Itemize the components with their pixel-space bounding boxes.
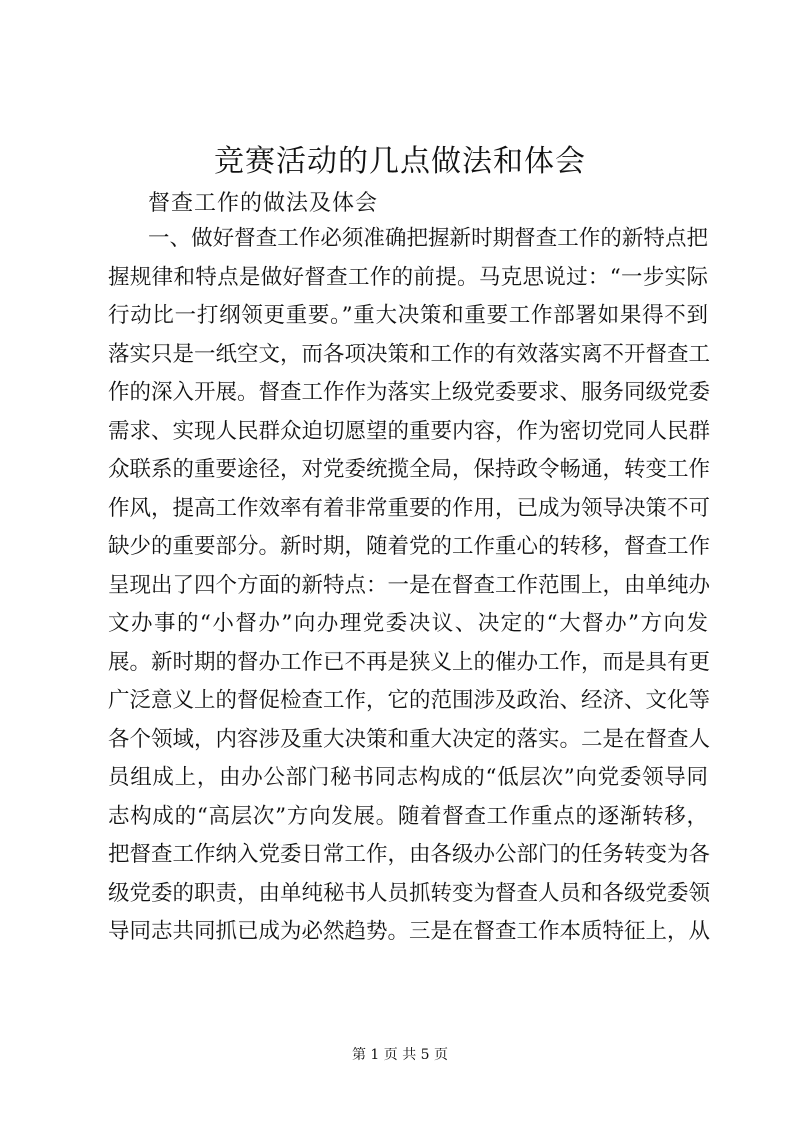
text-line: 把督查工作纳入党委日常工作，由各级办公部门的任务转变为各 bbox=[108, 842, 711, 867]
text-line: 导同志共同抓已成为必然趋势。三是在督查工作本质特征上，从 bbox=[108, 919, 711, 944]
body-paragraph bbox=[108, 220, 711, 952]
section-heading: 督查工作的做法及体会 bbox=[148, 191, 379, 216]
text-line: 作风，提高工作效率有着非常重要的作用，已成为领导决策不可 bbox=[108, 495, 711, 521]
page-number-footer: 第 1 页 共 5 页 bbox=[351, 1047, 449, 1063]
document-title: 竞赛活动的几点做法和体会 bbox=[214, 144, 586, 179]
text-line: 员组成上，由办公部门秘书同志构成的“低层次”向党委领导同 bbox=[108, 765, 708, 790]
text-line: 众联系的重要途径，对党委统揽全局，保持政令畅通，转变工作 bbox=[108, 457, 711, 482]
text-line: 需求、实现人民群众迫切愿望的重要内容，作为密切党同人民群 bbox=[108, 418, 711, 444]
text-line: 作的深入开展。督查工作作为落实上级党委要求、服务同级党委 bbox=[108, 380, 711, 405]
text-line: 握规律和特点是做好督查工作的前提。马克思说过：“一步实际 bbox=[108, 264, 708, 290]
text-line: 各个领域，内容涉及重大决策和重大决定的落实。二是在督查人 bbox=[108, 726, 711, 752]
text-line: 展。新时期的督办工作已不再是狭义上的催办工作，而是具有更 bbox=[108, 649, 711, 675]
text-line: 缺少的重要部分。新时期，随着党的工作重心的转移，督查工作 bbox=[108, 534, 711, 559]
text-line: 志构成的“高层次”方向发展。随着督查工作重点的逐渐转移， bbox=[108, 803, 708, 829]
text-line: 级党委的职责，由单纯秘书人员抓转变为督查人员和各级党委领 bbox=[108, 880, 711, 906]
text-line: 文办事的“小督办”向办理党委决议、决定的“大督办”方向发 bbox=[108, 611, 708, 636]
text-line: 行动比一打纲领更重要。”重大决策和重要工作部署如果得不到 bbox=[108, 303, 708, 328]
text-line: 一、做好督查工作必须准确把握新时期督查工作的新特点把 bbox=[148, 226, 708, 251]
text-line: 广泛意义上的督促检查工作，它的范围涉及政治、经济、文化等 bbox=[108, 688, 711, 713]
text-line: 呈现出了四个方面的新特点：一是在督查工作范围上，由单纯办 bbox=[108, 572, 711, 598]
text-line: 落实只是一纸空文，而各项决策和工作的有效落实离不开督查工 bbox=[108, 341, 711, 367]
